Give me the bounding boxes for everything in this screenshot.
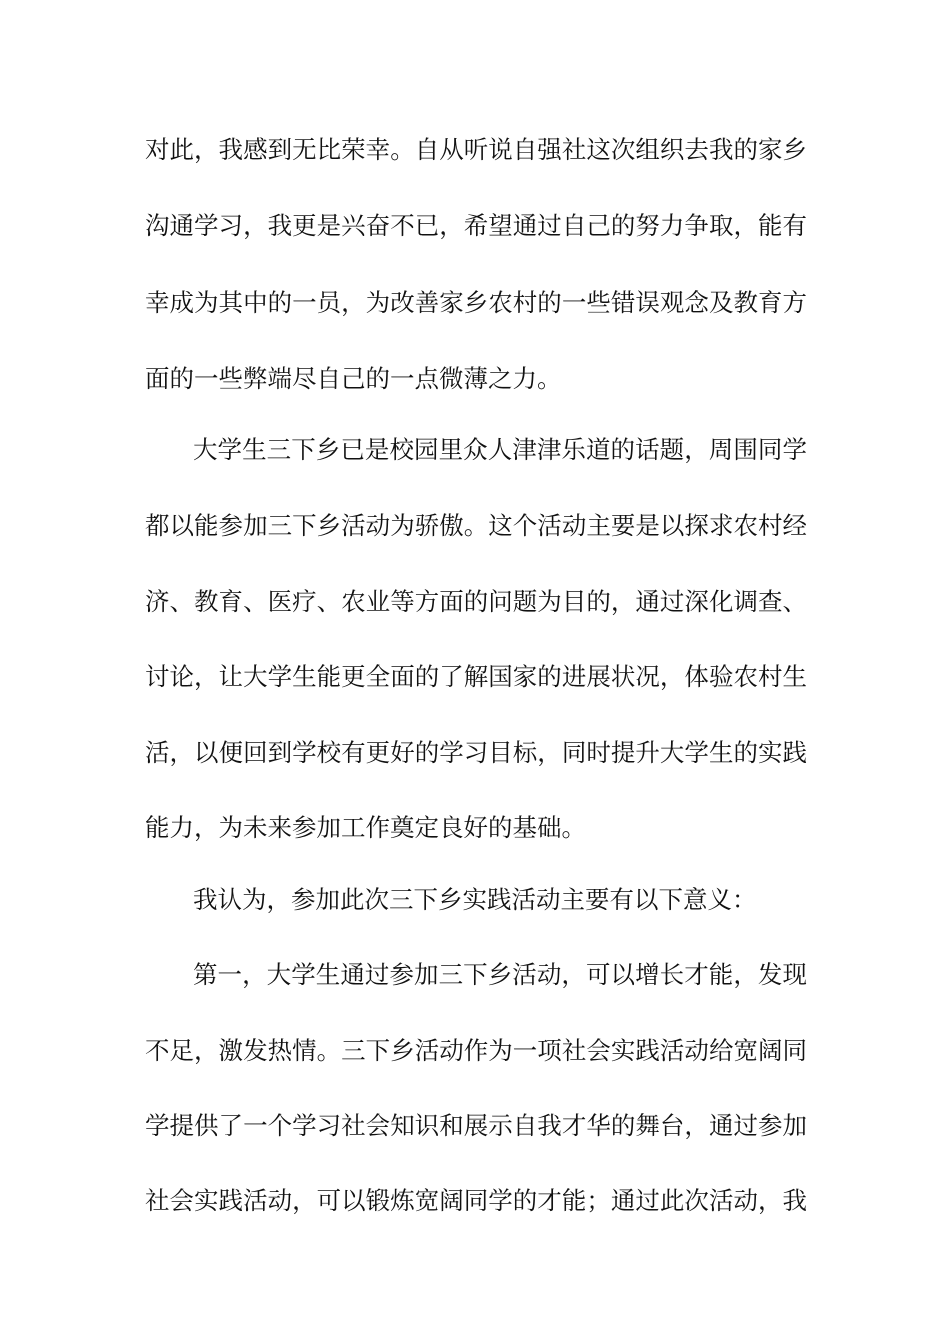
paragraph-2-line-5: 活，以便回到学校有更好的学习目标，同时提升大学生的实践 [145, 738, 807, 767]
paragraph-4-line-3: 学提供了一个学习社会知识和展示自我才华的舞台，通过参加 [145, 1111, 807, 1140]
paragraph-1-line-2: 沟通学习，我更是兴奋不已，希望通过自己的努力争取，能有 [145, 211, 807, 240]
paragraph-4-line-2: 不足，激发热情。三下乡活动作为一项社会实践活动给宽阔同 [145, 1036, 807, 1065]
paragraph-2-line-6: 能力，为未来参加工作奠定良好的基础。 [145, 813, 586, 842]
paragraph-3-line-1: 我认为，参加此次三下乡实践活动主要有以下意义： [193, 885, 757, 914]
paragraph-1-line-1: 对此，我感到无比荣幸。自从听说自强社这次组织去我的家乡 [145, 135, 807, 164]
paragraph-4-line-4: 社会实践活动，可以锻炼宽阔同学的才能；通过此次活动，我 [145, 1186, 807, 1215]
paragraph-1-line-4: 面的一些弊端尽自己的一点微薄之力。 [145, 364, 562, 393]
paragraph-2-line-1: 大学生三下乡已是校园里众人津津乐道的话题，周围同学 [193, 435, 807, 464]
paragraph-4-line-1: 第一，大学生通过参加三下乡活动，可以增长才能，发现 [193, 960, 807, 989]
paragraph-2-line-4: 讨论，让大学生能更全面的了解国家的进展状况，体验农村生 [145, 662, 807, 691]
paragraph-1-line-3: 幸成为其中的一员，为改善家乡农村的一些错误观念及教育方 [145, 288, 807, 317]
paragraph-2-line-3: 济、教育、医疗、农业等方面的问题为目的，通过深化调查、 [145, 587, 807, 616]
paragraph-2-line-2: 都以能参加三下乡活动为骄傲。这个活动主要是以探求农村经 [145, 511, 807, 540]
